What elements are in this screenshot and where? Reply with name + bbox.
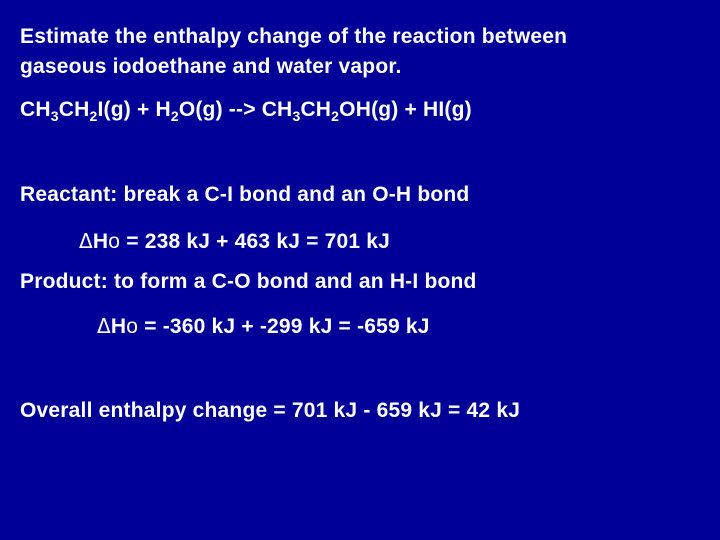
equation-text: CH — [20, 98, 51, 121]
equation-text: CH — [58, 98, 90, 121]
reactant-statement: Reactant: break a C-I bond and an O-H bond — [20, 183, 470, 206]
question-line-2: gaseous iodoethane and water vapor. — [20, 55, 402, 78]
product-statement: Product: to form a C-O bond and an H-I bond — [20, 270, 477, 293]
reactant-enthalpy — [79, 229, 390, 254]
equation-subscript: 2 — [170, 108, 179, 124]
product-enthalpy-value: = -360 kJ + -299 kJ = -659 kJ — [138, 315, 430, 338]
delta-symbol: Δ — [79, 229, 93, 253]
equation-subscript: 2 — [331, 108, 340, 124]
enthalpy-label: H — [110, 315, 127, 338]
equation-subscript: 2 — [89, 108, 98, 124]
standard-state-symbol: o — [126, 315, 139, 338]
equation-text: CH — [300, 98, 332, 121]
question-line-1: Estimate the enthalpy change of the reaction between — [20, 25, 568, 48]
equation-subscript: 3 — [50, 108, 59, 124]
reactant-enthalpy-value: = 238 kJ + 463 kJ = 701 kJ — [120, 230, 391, 253]
equation-subscript: 3 — [292, 108, 301, 124]
product-enthalpy — [97, 314, 430, 339]
equation-text: OH(g) + HI(g) — [339, 98, 472, 121]
equation-text: I(g) + H — [97, 98, 171, 121]
delta-symbol: Δ — [97, 314, 111, 338]
standard-state-symbol: o — [108, 230, 121, 253]
equation-text: O(g) --> CH — [178, 98, 293, 121]
overall-enthalpy-change: Overall enthalpy change = 701 kJ - 659 kJ = 42 kJ — [20, 399, 521, 422]
enthalpy-label: H — [92, 230, 109, 253]
reaction-equation — [20, 98, 472, 122]
